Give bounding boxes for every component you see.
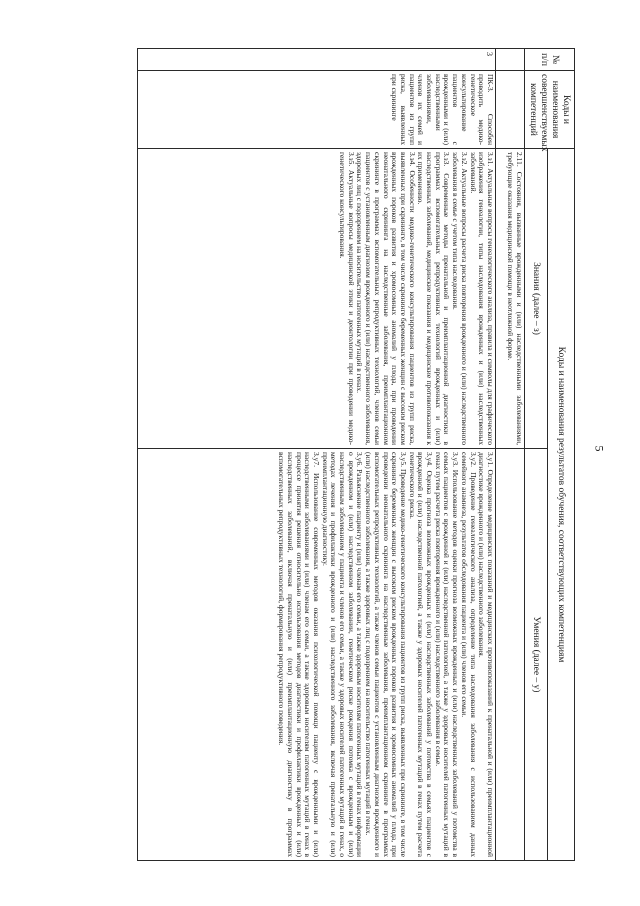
row-num: 3 — [138, 49, 496, 71]
row-competency: ПК-3. Способен проводить медико-генетическое консультирование пациентов с врожденными и (или) наследственными заболеваниями, членов их семей и пациентов из групп риска, выявленных при скрининге — [138, 71, 496, 149]
row-num — [496, 49, 525, 71]
rotated-page — [137, 48, 575, 860]
table-row — [138, 49, 496, 861]
competency-table — [137, 48, 575, 861]
knowledge-item: 3.з2. Актуальные вопросы расчета риска повторения врожденного и (или) наследственного заболевания в семье с учетом типа наследования. — [451, 152, 469, 445]
row-skills — [138, 449, 496, 861]
skill-item: 3.у7. Использование современных методов оказания психологической помощи пациенту с врожденными и (или) наследственными заболеваниями и (или) членам его семьи, а также здоровым носителям патогенных мутаций в генах в процессе принятия решения относительно использования методов диагностики и профилактики врожденных и (или) наследственных заболеваний, включая пренатальную и (или) преимплантационную диагностику в программах вспомогательных репродуктивных технологий, формирования репродуктивного поведения. — [277, 452, 321, 857]
skill-item: 3.у2. Проведение генеалогического анализа, определение типа наследования заболевания с использованием данных семейного анамнеза, результатов обследования пациента и (или) членов его семьи. — [459, 452, 478, 857]
knowledge-item: 3.з1. Актуальные вопросы генеалогического анализа, правила и символы для графического изображения генеалогии, типы наследования врожденных и (или) наследственных заболеваний. — [468, 152, 495, 445]
knowledge-item: 2.11. Состояния, вызванные врожденными и (или) наследственными заболеваниями, требующие оказания медицинской помощи в неотложной форме. — [506, 152, 524, 445]
knowledge-item: 3.з4. Особенности медико-генетического консультирования пациентов из групп риска, выявленных при скрининге, в том числе скрининге беременных женщин с высоким риском врожденных пороков развития и хромосомных аномалий у плода, при проведении неонатального скрининга на наследственные заболевания, преимплантационном скрининге в программах вспомогательных репродуктивных технологий, членов семьи пациентов с установленным диагнозом врожденного и (или) наследственного заболевания, здоровых лиц с подозрением на носительство патогенных мутаций в генах. — [355, 152, 417, 445]
row-knowledge — [138, 149, 496, 449]
skill-item: 3.у6. Разъяснение пациенту и (или) членам его семьи, а также здоровым носителям патогенных мутаций в генах информации о врожденном и (или) наследственном заболевании, генетическом риске рождения потомка с врожденным и (или) наследственным заболеванием у пациента и членов его семьи, а также у здоровых носителей патогенных мутаций в генах, о методах лечения и профилактики врожденного и (или) наследственного заболевания, включая пренатальную и (или) преимплантационную диагностику. — [320, 452, 365, 857]
skill-item: 3.у3. Использование методов оценки прогноза возможных врожденных и (или) наследственных заболеваний у потомства в семьях пациентов с врожденной и (или) наследственной патологией, а также у здоровых носителей патогенных мутаций в генах путем расчета риска повторения врожденного и (или) наследственного заболевания в семье. — [433, 452, 461, 857]
knowledge-item: 3.з3. Современные методы пренатальной и преимплантационной диагностики в программах вспомогательных репродуктивных технологий врожденных и (или) наследственных заболеваний, медицинские показания и медицинские противопоказания к их применению. — [416, 152, 452, 445]
header-skills: Умения (далее – у) — [525, 449, 548, 861]
skill-item: 3.у4. Оценка прогноза возможных врожденных и (или) наследственных заболеваний у потомства в семьях пациентов с врожденной и (или) наследственной патологией, а также у здоровых носителей патогенных мутаций в генах путем расчета генетического риска. — [407, 452, 435, 857]
skill-item: 3.у5. Проведение медико-генетического консультирования пациентов из групп риска, выявленных при скрининге, в том числе скрининге беременных женщин с высоким риском врожденных пороков развития и хромосомных аномалий у плода, при проведении неонатального скрининга на наследственные заболевания, преимплантационном скрининге в программах вспомогательных репродуктивных технологий, а также членов семьи пациентов с установленным диагнозом врожденного и (или) наследственного заболевания, а также здоровых лиц с подозрением на носительство патогенных мутаций в генах. — [364, 452, 408, 857]
row-skills — [496, 449, 525, 861]
header-results: Коды и наименования результатов обучения, соответствующих компетенциям — [548, 149, 575, 861]
header-num: № п/п — [525, 49, 575, 71]
header-knowledge: Знания (далее – з) — [525, 149, 548, 449]
knowledge-item: 3.з5. Актуальные вопросы медицинской этики и деонтологии при проведении медико-генетического консультирования. — [338, 152, 356, 445]
row-competency — [496, 71, 525, 149]
page-number: 5 — [592, 445, 607, 452]
skill-item: 3.у1. Определение медицинских показаний и медицинских противопоказаний к пренатальной и (или) преимплантационной диагностике врожденного и (или) наследственного заболевания. — [477, 452, 495, 857]
table-row — [496, 49, 525, 861]
header-competency: Коды и наименования совершенствуемых компетенций — [525, 71, 575, 149]
row-knowledge — [496, 149, 525, 449]
